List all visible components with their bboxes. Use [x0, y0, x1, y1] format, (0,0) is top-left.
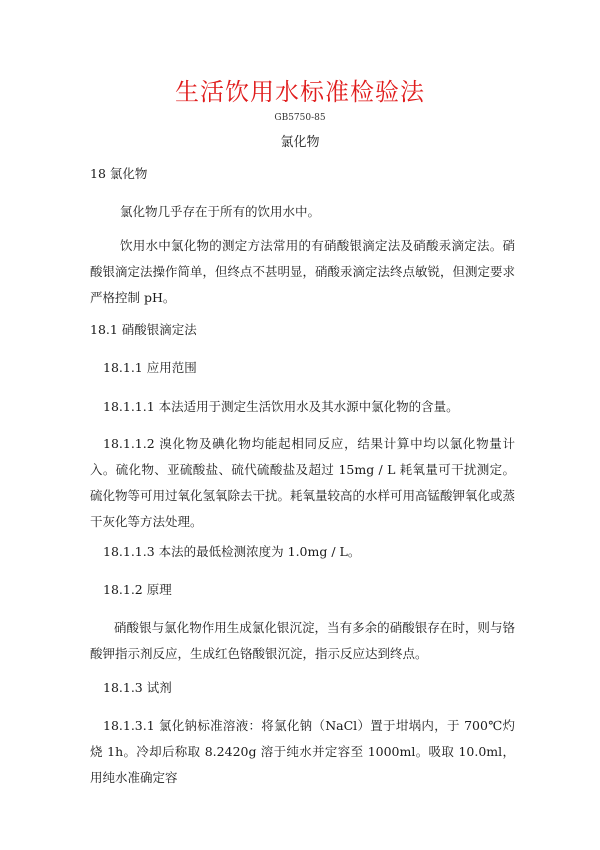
paragraph-methods: 饮用水中氯化物的测定方法常用的有硝酸银滴定法及硝酸汞滴定法。硝酸银滴定法操作简单，但终点不甚明显，硝酸汞滴定法终点敏锐，但测定要求严格控制 pH。	[90, 238, 516, 305]
paragraph-intro: 氯化物几乎存在于所有的饮用水中。	[120, 204, 321, 219]
section-heading-18: 18 氯化物	[90, 166, 148, 181]
section-heading-18-1-1: 18.1.1 应用范围	[103, 360, 197, 375]
paragraph-18-1-1-2: 18.1.1.2 溴化物及碘化物均能起相同反应，结果计算中均以氯化物量计入。硫化物、亚硫酸盐、硫代硫酸盐及超过 15mg / L 耗氧量可干扰测定。硫化物等可用过氧化氢氧除去干扰。耗氧量较高的水样可用高锰酸钾氧化或蒸干灰化等方法处理。	[90, 436, 516, 529]
section-heading-18-1-3: 18.1.3 试剂	[103, 680, 172, 695]
paragraph-18-1-3-1: 18.1.3.1 氯化钠标准溶液：将氯化钠（NaCl）置于坩埚内，于 700℃灼烧 1h。冷却后称取 8.2420g 溶于纯水并定容至 1000ml。吸取 10.0ml，用纯水准确定容	[90, 718, 515, 785]
section-heading-18-1: 18.1 硝酸银滴定法	[90, 322, 197, 337]
paragraph-18-1-1-1: 18.1.1.1 本法适用于测定生活饮用水及其水源中氯化物的含量。	[103, 399, 459, 414]
section-heading-18-1-2: 18.1.2 原理	[103, 582, 172, 597]
paragraph-18-1-1-3: 18.1.1.3 本法的最低检测浓度为 1.0mg / L。	[103, 544, 361, 559]
document-title: 生活饮用水标准检验法	[175, 78, 425, 106]
paragraph-principle: 硝酸银与氯化物作用生成氯化银沉淀，当有多余的硝酸银存在时，则与铬酸钾指示剂反应，生成红色铬酸银沉淀，指示反应达到终点。	[90, 620, 515, 661]
document-subtitle: 氯化物	[280, 135, 320, 150]
standard-code: GB5750-85	[274, 113, 326, 123]
